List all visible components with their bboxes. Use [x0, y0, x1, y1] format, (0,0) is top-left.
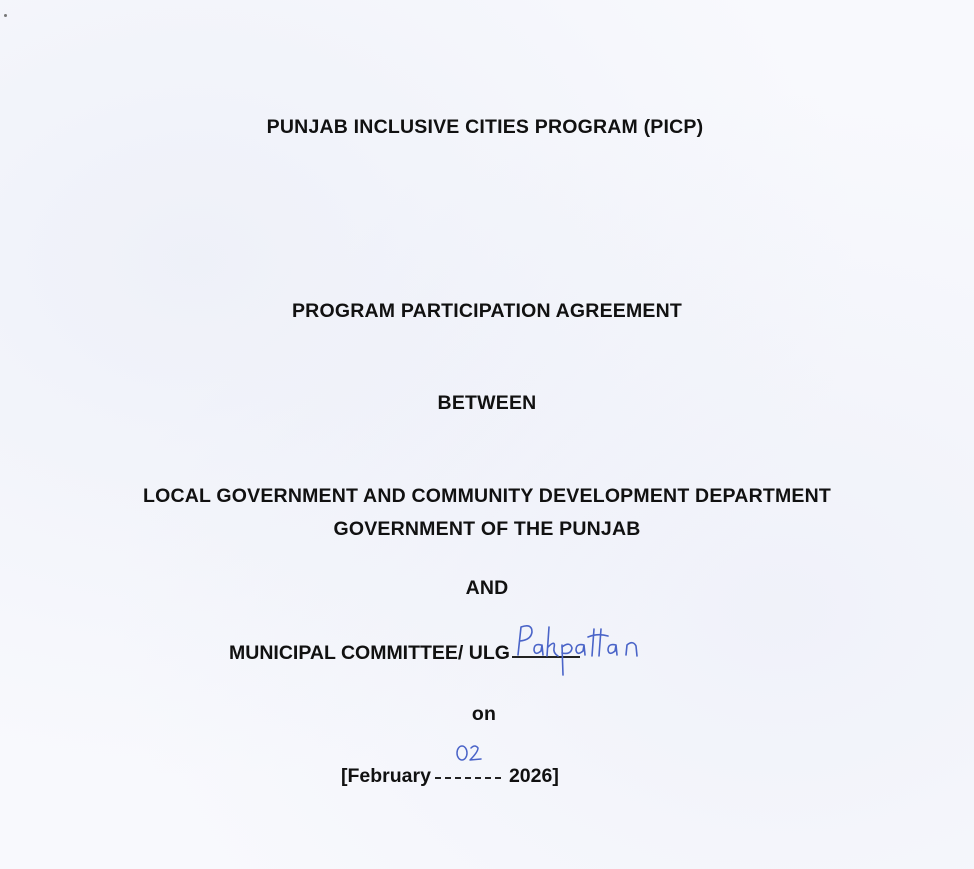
- party2-handwritten-name: [512, 615, 702, 675]
- date-line: [341, 760, 559, 788]
- party2-line: [229, 637, 697, 665]
- agreement-title: PROGRAM PARTICIPATION AGREEMENT: [291, 300, 683, 322]
- date-close: 2026]: [508, 765, 559, 787]
- party1-line2: GOVERNMENT OF THE PUNJAB: [333, 518, 641, 540]
- scan-speck: [4, 14, 7, 17]
- party1-line1: LOCAL GOVERNMENT AND COMMUNITY DEVELOPMENT DEPARTMENT: [142, 485, 832, 507]
- date-day-handwritten: [435, 736, 505, 766]
- party2-label: MUNICIPAL COMMITTEE/ ULG: [229, 642, 510, 664]
- between-label: BETWEEN: [437, 392, 537, 414]
- date-open: [February: [341, 765, 431, 787]
- on-label: on: [471, 703, 497, 725]
- date-day-blank: [435, 760, 505, 782]
- party2-name-blank: [512, 637, 697, 659]
- date-dashes: [435, 777, 501, 779]
- and-label: AND: [465, 577, 509, 599]
- program-title: PUNJAB INCLUSIVE CITIES PROGRAM (PICP): [266, 116, 704, 138]
